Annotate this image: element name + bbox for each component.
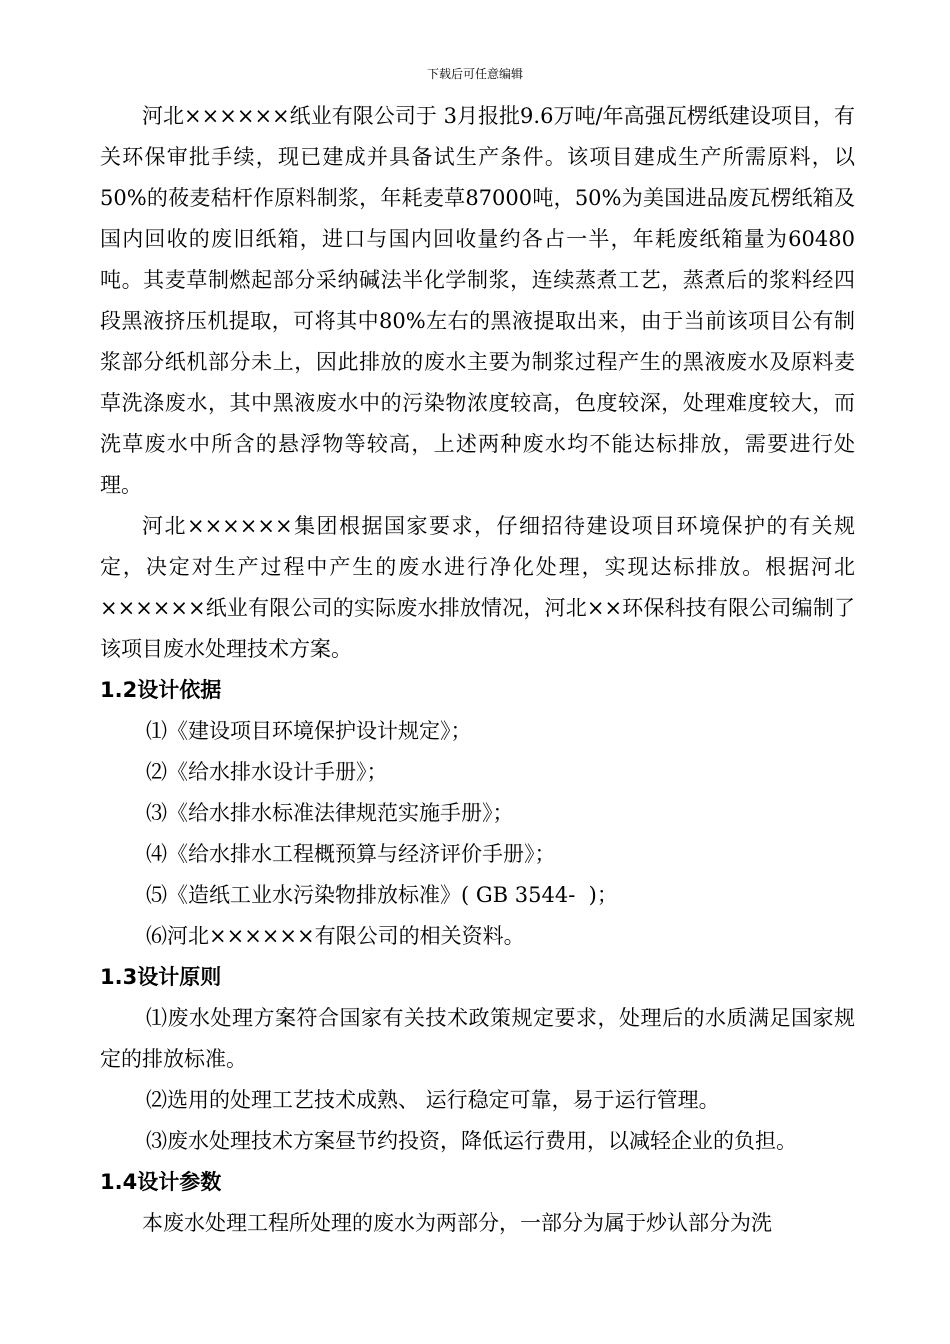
section-heading-1-2: 1.2设计依据: [100, 678, 222, 702]
page-header: 下载后可任意编辑: [426, 67, 523, 81]
basis-item-6: ⑹河北××××××有限公司的相关资料。: [146, 924, 525, 948]
intro-paragraph-1: 河北××××××纸业有限公司于 3月报批9.6万吨/年高强瓦楞纸建设项目，有关环保审批手续，现已建成并具备试生产条件。该项目建成生产所需原料，以50%的莜麦秸杆作原料制浆，年耗麦草87000吨，50%为美国进品废瓦楞纸箱及国内回收的废旧纸箱，进口与国内回收量约各占一半，年耗废纸箱量为60480吨。其麦草制燃起部分采纳碱法半化学制浆，连续蒸煮工艺，蒸煮后的浆料经四段黑液挤压机提取，可将其中80%左右的黑液提取出来，由于当前该项目公有制浆部分纸机部分未上，因此排放的废水主要为制浆过程产生的黑液废水及原料麦草洗涤废水，其中黑液废水中的污染物浓度较高，色度较深，处理难度较大，而洗草废水中所含的悬浮物等较高，上述两种废水均不能达标排放，需要进行处理。: [100, 104, 855, 497]
basis-item-4: ⑷《给水排水工程概预算与经济评价手册》；: [146, 842, 556, 866]
basis-item-5: ⑸《造纸工业水污染物排放标准》( GB 3544- )；: [146, 883, 618, 907]
section-heading-1-3: 1.3设计原则: [100, 965, 222, 989]
intro-paragraph-2: 河北××××××集团根据国家要求，仔细招待建设项目环境保护的有关规定，决定对生产过程中产生的废水进行净化处理，实现达标排放。根据河北××××××纸业有限公司的实际废水排放情况，河北××环保科技有限公司编制了该项目废水处理技术方案。: [100, 514, 855, 661]
basis-item-3: ⑶《给水排水标准法律规范实施手册》；: [146, 801, 514, 825]
principle-item-3: ⑶废水处理技术方案昼节约投资，降低运行费用，以减轻企业的负担。: [146, 1129, 797, 1153]
basis-item-1: ⑴《建设项目环境保护设计规定》；: [146, 719, 472, 743]
document-body: [100, 96, 855, 1244]
parameters-paragraph: 本废水处理工程所处理的废水为两部分，一部分为属于炒认部分为洗: [142, 1211, 772, 1235]
basis-item-2: ⑵《给水排水设计手册》；: [146, 760, 388, 784]
section-heading-1-4: 1.4设计参数: [100, 1170, 222, 1194]
principle-item-1: ⑴废水处理方案符合国家有关技术政策规定要求，处理后的水质满足国家规定的排放标准。: [100, 1006, 855, 1071]
principle-item-2: ⑵选用的处理工艺技术成熟、 运行稳定可靠，易于运行管理。: [146, 1088, 720, 1112]
